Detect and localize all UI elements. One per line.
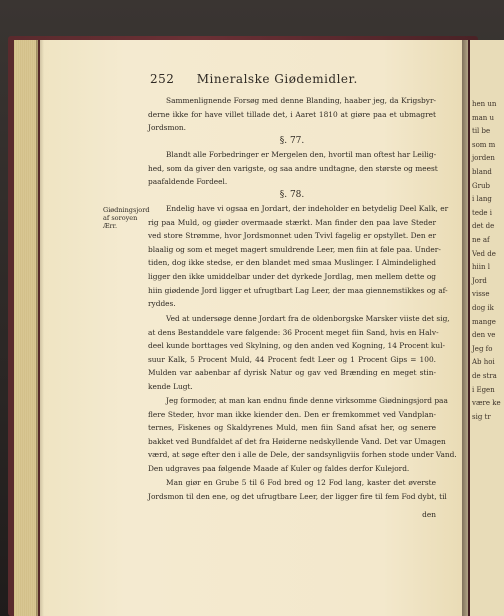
text-line: kende Lugt. bbox=[148, 381, 193, 391]
paragraph-78-c bbox=[148, 394, 457, 476]
paragraph-78-b bbox=[148, 312, 450, 394]
facing-page-fragment: jorden bbox=[472, 154, 495, 163]
facing-page-fragment: ne af bbox=[472, 236, 490, 244]
page-header bbox=[150, 72, 358, 86]
facing-page-fragment: som m bbox=[472, 140, 496, 149]
text-line: Mulden var aabenbar af dyrisk Natur og gav ved Brænding en meget stin- bbox=[148, 368, 436, 378]
text-line: Jordsmon til den ene, og det ufrugtbare Leer, der ligger fire til fem Fod dybt, til bbox=[148, 491, 447, 501]
text-line: tiden, dog ikke stedse, er den blandet med smaa Muslinger. I Almindelighed bbox=[148, 258, 436, 268]
catchword: den bbox=[422, 510, 436, 519]
text-line: paafaldende Fordeel. bbox=[148, 177, 228, 187]
text-line: Ved at undersøge denne Jordart fra de oldenborgske Marsker viiste det sig, bbox=[166, 314, 450, 323]
margin-note-line: Giødningsjord bbox=[103, 206, 150, 214]
facing-page-fragment: visse bbox=[472, 290, 490, 299]
spine-shadow bbox=[36, 40, 44, 616]
section-78-heading: §. 78. bbox=[279, 190, 305, 200]
text-line: flere Steder, hvor man ikke kiender den. Den er fremkommet ved Vandplan- bbox=[148, 409, 436, 419]
facing-page-fragment: Ab hoi bbox=[472, 358, 495, 367]
text-line: Man giør en Grube 5 til 6 Fod bred og 12 Fod lang, kaster det øverste bbox=[166, 478, 436, 487]
page-number: 252 bbox=[150, 72, 175, 86]
text-line: hiin giødende Jord ligger et ufrugtbart Lag Leer, der maa giennemstikkes og af- bbox=[148, 285, 448, 295]
text-line: ligger den ikke umiddelbar under det dyrkede Jordlag, men mellem dette og bbox=[148, 271, 436, 281]
text-line: blaalig og som et meget magert smuldrende Leer, men fiin at føle paa. Under- bbox=[148, 244, 441, 254]
facing-page-fragment: dog ik bbox=[472, 304, 494, 312]
text-line: at dens Bestanddele vare følgende: 36 Procent meget fiin Sand, hvis en Halv- bbox=[148, 327, 439, 337]
facing-page-fragment: bland bbox=[472, 168, 492, 176]
paragraph-78-a bbox=[148, 202, 449, 311]
facing-page-fragment: mange bbox=[472, 317, 496, 326]
facing-page-fragment: man u bbox=[472, 113, 495, 122]
paragraph-77 bbox=[148, 148, 436, 189]
text-line: Jordsmon. bbox=[148, 123, 187, 133]
facing-page-fragment: Jeg fo bbox=[472, 344, 493, 353]
text-line: Jeg formoder, at man kan endnu finde denne virksomme Giødningsjord paa bbox=[166, 396, 448, 405]
facing-page-fragment: hiin l bbox=[472, 263, 490, 272]
paragraph-78-d bbox=[148, 476, 447, 503]
text-line: ternes, Fiskenes og Skaldyrenes Muld, men fiin Sand afsat her, og senere bbox=[148, 423, 436, 433]
facing-page-fragment: i Egen bbox=[472, 385, 495, 394]
running-title: Mineralske Giødemidler. bbox=[196, 72, 358, 86]
margin-note bbox=[103, 206, 150, 230]
facing-page-fragment: Grub bbox=[472, 181, 490, 190]
facing-page-fragment: sig tr bbox=[472, 412, 491, 421]
facing-page-fragment: den ve bbox=[472, 331, 496, 340]
text-line: Blandt alle Forbedringer er Mergelen den, hvortil man oftest har Leilig- bbox=[166, 150, 437, 159]
facing-page-fragment: det de bbox=[472, 222, 495, 231]
facing-page bbox=[470, 40, 504, 616]
facing-page-fragment: tede i bbox=[472, 208, 493, 217]
text-line: suur Kalk, 5 Procent Muld, 44 Procent fedt Leer og 1 Procent Gips = 100. bbox=[148, 354, 436, 364]
page-edges bbox=[14, 40, 38, 616]
text-line: Sammenlignende Forsøg med denne Blanding, haaber jeg, da Krigsbyr- bbox=[166, 96, 436, 105]
text-line: Den udgraves paa følgende Maade af Kuler og faldes derfor Kulejord. bbox=[148, 463, 410, 473]
facing-page-fragment: Jord bbox=[472, 276, 487, 285]
margin-note-line: af soroyen bbox=[103, 214, 138, 222]
text-line: ryddes. bbox=[148, 299, 176, 309]
section-77-heading: §. 77. bbox=[279, 136, 305, 146]
facing-page-fragment: hen un bbox=[472, 100, 497, 108]
facing-page-fragment: være ke bbox=[472, 399, 501, 408]
facing-page-fragment: i lang bbox=[472, 195, 492, 204]
text-line: derne ikke for have villet tillade det, i Aaret 1810 at giøre paa et ubmagret bbox=[148, 109, 436, 119]
text-line: bakket ved Bundfaldet af det fra Høiderne nedskyllende Vand. Det var Umagen bbox=[148, 436, 446, 446]
text-line: hed, som da giver den varigste, og saa andre undtagne, den største og meest bbox=[148, 163, 438, 173]
facing-page-fragment: til be bbox=[472, 127, 491, 136]
facing-page-fragment: Ved de bbox=[472, 249, 496, 258]
text-line: Endelig have vi ogsaa en Jordart, der indeholder en betydelig Deel Kalk, er bbox=[166, 204, 449, 213]
paragraph-intro bbox=[148, 94, 436, 135]
text-line: rig paa Muld, og giøder overmaade stærkt. Man finder den paa lave Steder bbox=[148, 217, 436, 227]
text-line: ved store Strømme, hvor Jordsmonnet uden Tvivl fagelig er opstyllet. Den er bbox=[148, 231, 436, 241]
text-line: værd, at søge efter den i alle de Dele, der sandsynligviis forhen stode under Vand. bbox=[148, 450, 457, 460]
text-line: deel kunde borttages ved Skylning, og den anden ved Kogning, 14 Procent kul- bbox=[148, 341, 445, 351]
margin-note-line: Ærr. bbox=[103, 222, 118, 230]
facing-page-fragment: de stra bbox=[472, 372, 497, 380]
